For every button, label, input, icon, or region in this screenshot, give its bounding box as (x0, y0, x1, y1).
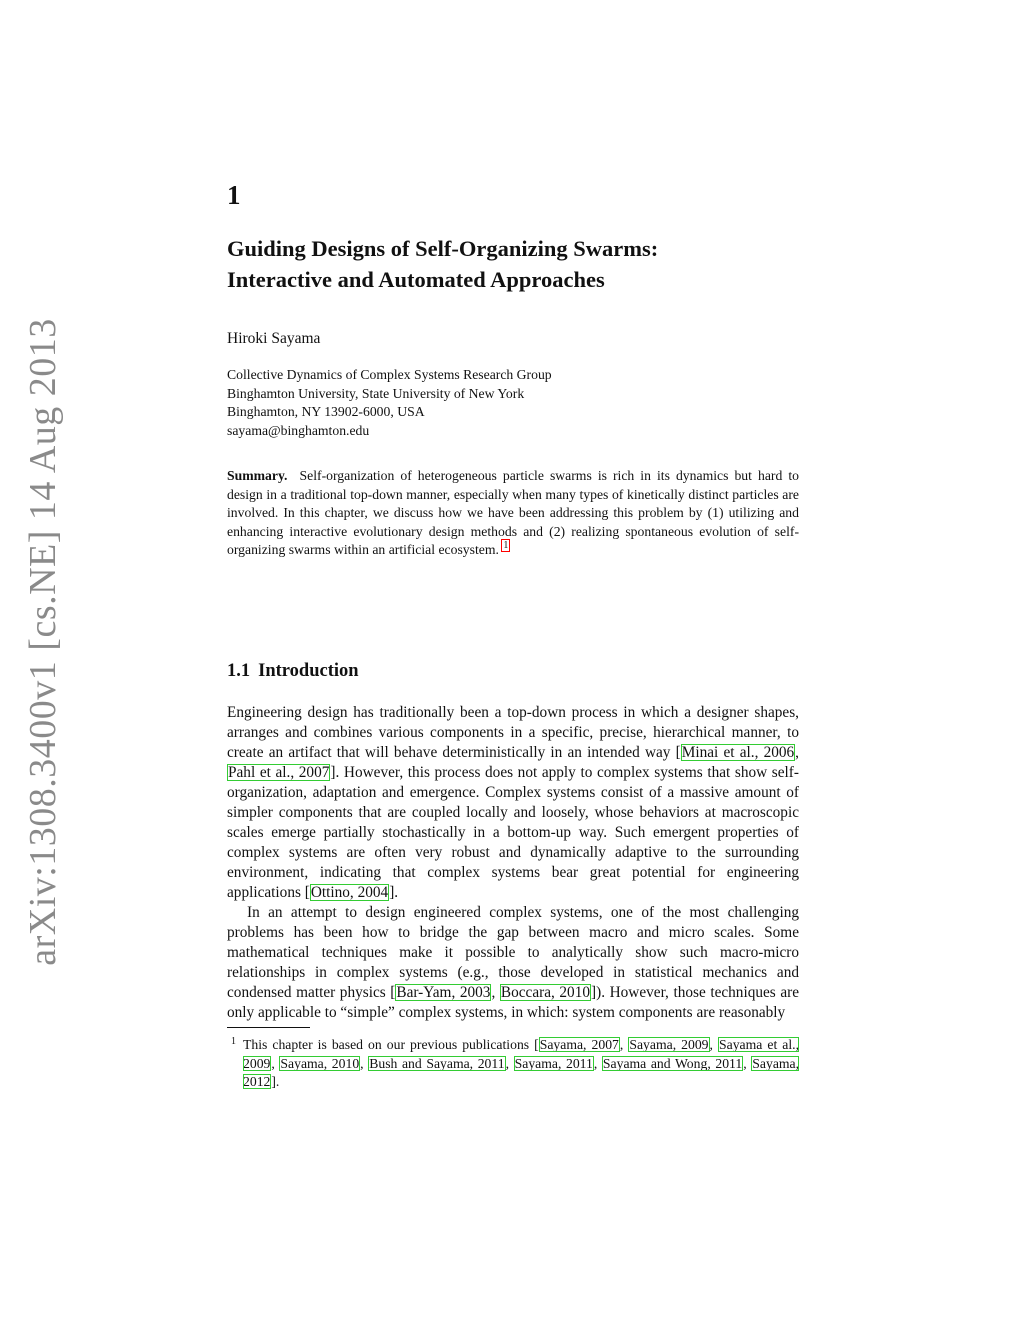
chapter-title-line-2: Interactive and Automated Approaches (227, 267, 605, 292)
intro-body (227, 703, 799, 1023)
text-run: ]). However, those techniques are only applicable to “simple” complex systems, in which: system components are reasonably (227, 984, 799, 1021)
footnote-citation[interactable]: Sayama, 2011 (514, 1055, 593, 1071)
footnote-citation[interactable]: Sayama et al., 2009 (243, 1037, 799, 1071)
affiliation-group: Collective Dynamics of Complex Systems Research Group (227, 367, 552, 382)
footnote-mark: 1 (231, 1036, 236, 1047)
chapter-title (227, 233, 658, 295)
text-run: ]. (389, 884, 399, 901)
text-run: In an attempt to design engineered complex systems, one of the most challenging problems has been how to bridge the gap between macro and micro scales. Some mathematical techniques make it possible to analytically show such macro-micro relationships in complex systems (e.g., those developed in statistical mechanics and condensed matter physics [ (227, 904, 799, 1001)
author-email[interactable]: sayama@binghamton.edu (227, 422, 370, 438)
text-run: ]. However, this process does not apply to complex systems that show self-organization, adaptation and emergence. Complex systems consist of a massive amount of simpler components that are coupled locally and loosely, whose behaviors at macroscopic scales emerge partially stochastically in a bottom-up way. Such emergent properties of complex systems are often very robust and dynamically adaptive to the surrounding environment, indicating that complex systems bear great potential for engineering applications [ (227, 764, 799, 901)
footnote-text: This chapter is based on our previous publications [ (243, 1037, 539, 1052)
summary-label: Summary. (227, 468, 288, 483)
affiliation-address: Binghamton, NY 13902-6000, USA (227, 404, 425, 419)
footnote-end: ]. (271, 1074, 280, 1089)
footnote-ref-link[interactable]: 1 (503, 540, 509, 552)
footnote: 1 This chapter is based on our previous publications [Sayama, 2007, Sayama, 2009, Sayama et al., 2009, Sayama, 2010, Bush and Sayama, 2011, Sayama, 2011, Sayama and Wong, 2011, Sayama, 2012]. (227, 1036, 799, 1092)
section-heading (227, 661, 359, 682)
citation-link[interactable]: Minai et al., 2006 (681, 744, 795, 761)
citation-link[interactable]: Bar-Yam, 2003 (396, 984, 491, 1001)
citation-link[interactable]: Boccara, 2010 (500, 984, 590, 1001)
section-title: Introduction (258, 661, 359, 681)
summary-text: Self-organization of heterogeneous particle swarms is rich in its dynamics but hard to design in a traditional top-down manner, especially when many types of kinetically distinct particles are involved. In this chapter, we discuss how we have been addressing this problem by (1) utilizing and enhancing interactive evolutionary design methods and (2) realizing spontaneous evolution of self-organizing swarms within an artificial ecosystem. (227, 468, 799, 557)
arxiv-identifier[interactable]: arXiv:1308.3400v1 [cs.NE] 14 Aug 2013 (22, 318, 64, 966)
text-run: , (795, 744, 799, 761)
author-name: Hiroki Sayama (227, 330, 321, 347)
text-run: , (491, 984, 500, 1001)
arxiv-stamp (0, 0, 64, 966)
text-run: Engineering design has traditionally been a top-down process in which a designer shapes, arranges and combines various components in a specific, precise, hierarchical manner, to create an artifact that will behave deterministically in an intended way [ (227, 704, 799, 761)
citation-link[interactable]: Pahl et al., 2007 (228, 764, 330, 781)
affiliation-block (227, 366, 552, 440)
section-number: 1.1 (227, 661, 251, 681)
footnote-citation[interactable]: Sayama and Wong, 2011 (602, 1055, 743, 1071)
chapter-number: 1 (227, 180, 241, 210)
intro-paragraph-2 (227, 903, 799, 1023)
footnote-citation[interactable]: Sayama, 2009 (629, 1037, 709, 1052)
footnote-citation[interactable]: Sayama, 2010 (280, 1055, 360, 1071)
footnote-divider (227, 1027, 310, 1028)
footnote-citation[interactable]: Sayama, 2007 (539, 1037, 619, 1052)
intro-paragraph-1 (227, 703, 799, 903)
footnote-citation[interactable]: Bush and Sayama, 2011 (369, 1055, 505, 1071)
footnote-citation[interactable]: Sayama, 2012 (243, 1055, 800, 1089)
citation-link[interactable]: Ottino, 2004 (310, 884, 389, 901)
chapter-title-line-1: Guiding Designs of Self-Organizing Swarms: (227, 236, 659, 261)
affiliation-university: Binghamton University, State University of New York (227, 385, 525, 401)
summary-paragraph (227, 467, 799, 560)
